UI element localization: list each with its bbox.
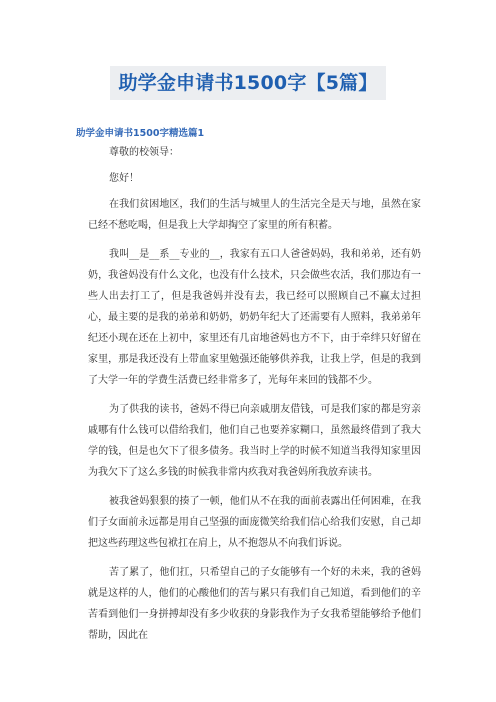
paragraph: 我叫__是__系__专业的__，我家有五口人爸爸妈妈，我和弟弟，还有奶奶，我爸妈没有什么文化，也没有什么技术，只会做些农活，我们那边有一些人出去打工了，但是我爸妈并没有去，我已经可以照顾自己不赢太过担心，最主要的是我的弟弟和奶奶，奶奶年纪大了还需要有人照料，我弟弟年纪还小现在还在上初中，家里还有几亩地爸妈也方不下，由于牵绊只好留在家里，那是我还没有上带血家里勉强还能够供养我，让我上学，但是的我到了大学一年的学费生活费已经非常多了，光每年来回的钱都不少。 [88,249,421,386]
paragraph: 苦了累了，他们扛，只希望自己的子女能够有一个好的未来，我的爸妈就是这样的人，他们的心酸他们的苦与累只有我们自己知道，看到他们的辛苦看到他们一身拼搏却没有多少收获的身影我作为子女我希望能够给予他们帮助，因此在 [88,567,421,641]
section-title: 助学金申请书1500字精选篇1 [76,128,205,139]
title-container [0,66,496,100]
paragraph: 在我们贫困地区，我们的生活与城里人的生活完全是天与地，虽然在家已经不愁吃喝，但是我上大学却掏空了家里的所有积蓄。 [88,199,421,231]
salutation: 尊敬的校领导： [109,147,179,158]
paragraph: 为了供我的读书，爸妈不得已向亲戚朋友借钱，可是我们家的都是穷亲戚哪有什么钱可以借给我们，他们自己也要养家糊口，虽然最终借到了我大学的钱，但是也欠下了很多债务。我当时上学的时候不知道当我得知家里因为我欠下了这么多钱的时候我非常内疚我对我爸妈所我放弃读书。 [88,404,421,478]
greeting: 您好！ [109,173,139,184]
document-title: 助学金申请书1500字【5篇】 [110,66,385,100]
document-body [88,142,421,654]
paragraph: 被我爸妈狠狠的揍了一顿，他们从不在我的面前表露出任何困难，在我们子女面前永远都是用自己坚强的面庞微笑给我们信心给我们安慰，自己却把这些药理这些包袱扛在肩上，从不抱怨从不向我们诉说。 [88,496,421,549]
